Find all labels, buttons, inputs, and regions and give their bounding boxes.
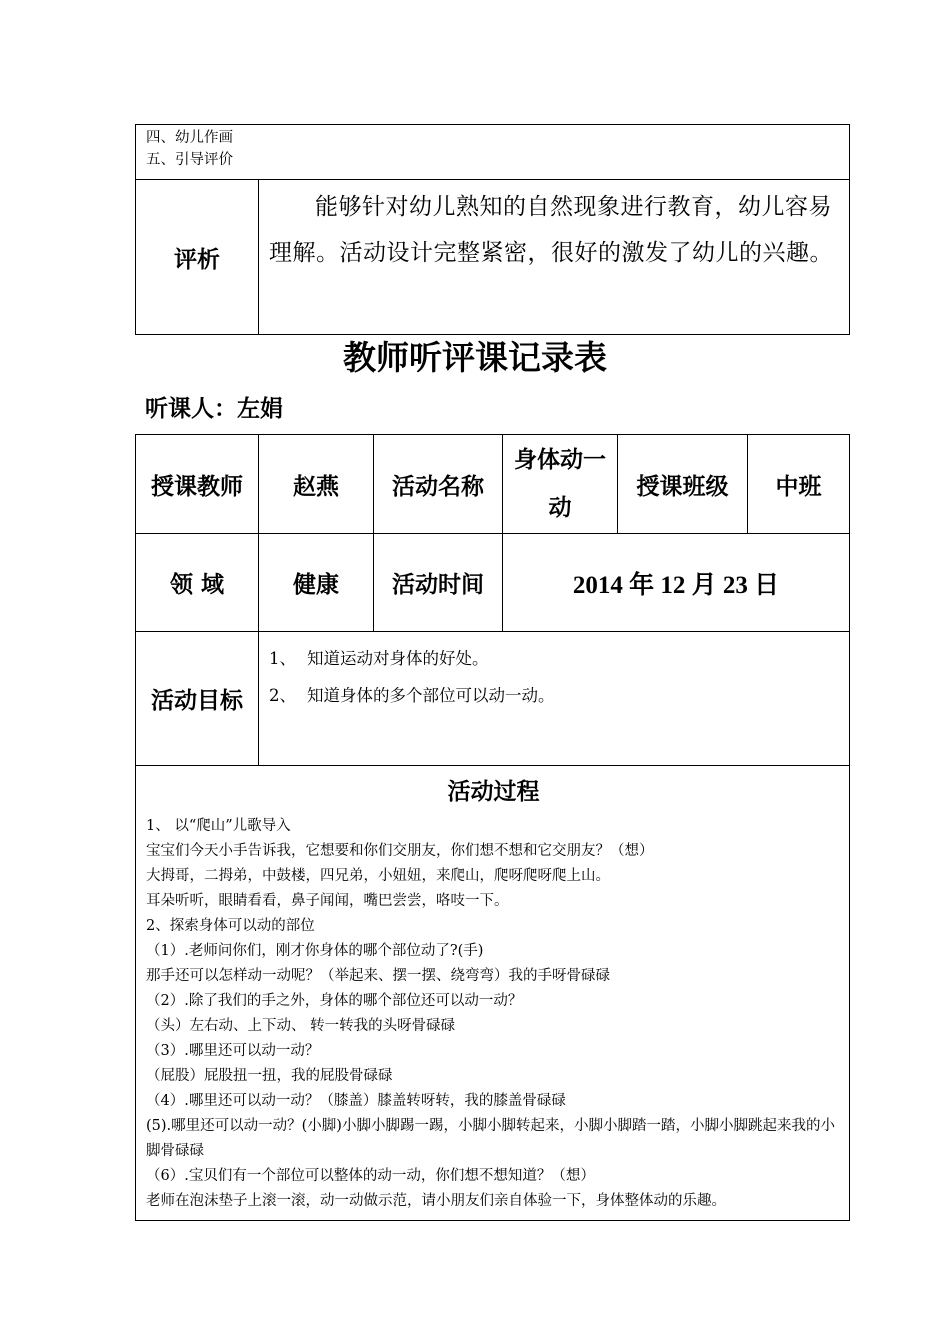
process-cell <box>136 766 850 1221</box>
evaluation-text: 能够针对幼儿熟知的自然现象进行教育，幼儿容易理解。活动设计完整紧密，很好的激发了幼儿的兴趣。 <box>259 180 850 335</box>
goals-cell <box>259 632 850 766</box>
teacher-label: 授课教师 <box>136 435 259 534</box>
process-line: （4）.哪里还可以动一动？（膝盖）膝盖转呀转，我的膝盖骨碌碌 <box>146 1093 566 1109</box>
step-line: 四、幼儿作画 <box>146 130 233 146</box>
goals-label: 活动目标 <box>136 632 259 766</box>
evaluation-label: 评析 <box>136 180 259 335</box>
step-line: 五、引导评价 <box>146 152 233 168</box>
process-line: 耳朵听听，眼睛看看，鼻子闻闻，嘴巴尝尝，咯吱一下。 <box>146 893 509 909</box>
process-line: (5).哪里还可以动一动？(小脚)小脚小脚踢一踢，小脚小脚转起来，小脚小脚踏一踏，小脚小脚跳起来我的小脚骨碌碌 <box>146 1118 835 1159</box>
previous-lesson-table <box>135 124 850 335</box>
process-line: （2）.除了我们的手之外，身体的哪个部位还可以动一动？ <box>146 993 523 1009</box>
process-line: 老师在泡沫垫子上滚一滚，动一动做示范，请小朋友们亲自体验一下，身体整体动的乐趣。 <box>146 1193 726 1209</box>
time-label: 活动时间 <box>374 534 503 632</box>
domain-label: 领 域 <box>136 534 259 632</box>
process-line: （头）左右动、上下动、 转一转我的头呀骨碌碌 <box>146 1018 456 1034</box>
time-value: 2014 年 12 月 23 日 <box>503 534 850 632</box>
teacher-value: 赵燕 <box>259 435 374 534</box>
class-label: 授课班级 <box>618 435 748 534</box>
observer-name: 听课人：左娟 <box>145 396 283 422</box>
domain-value: 健康 <box>259 534 374 632</box>
activity-name-label: 活动名称 <box>374 435 503 534</box>
goal-item: 2、 知道身体的多个部位可以动一动。 <box>269 686 555 705</box>
process-line: 大拇哥，二拇弟，中鼓楼，四兄弟，小妞妞，来爬山，爬呀爬呀爬上山。 <box>146 868 610 884</box>
process-title: 活动过程 <box>447 779 540 805</box>
process-line: 2、探索身体可以动的部位 <box>146 918 315 934</box>
process-line: （屁股）屁股扭一扭，我的屁股骨碌碌 <box>146 1068 393 1084</box>
activity-steps-cell <box>136 125 850 180</box>
process-line: 宝宝们今天小手告诉我，它想要和你们交朋友，你们想不想和它交朋友？（想） <box>146 843 654 859</box>
process-line: （3）.哪里还可以动一动？ <box>146 1043 320 1059</box>
goal-item: 1、 知道运动对身体的好处。 <box>269 649 489 668</box>
class-value: 中班 <box>748 435 850 534</box>
activity-name-value: 身体动一动 <box>503 435 618 534</box>
process-line: （1）.老师问你们，刚才你身体的哪个部位动了?(手) <box>146 943 484 959</box>
process-line: 那手还可以怎样动一动呢？（举起来、摆一摆、绕弯弯）我的手呀骨碌碌 <box>146 968 610 984</box>
process-line: 1、 以“爬山”儿歌导入 <box>146 818 291 834</box>
page-title: 教师听评课记录表 <box>343 338 607 377</box>
process-line: （6）.宝贝们有一个部位可以整体的动一动，你们想不想知道？（想） <box>146 1168 595 1184</box>
lesson-record-table <box>135 434 850 1221</box>
